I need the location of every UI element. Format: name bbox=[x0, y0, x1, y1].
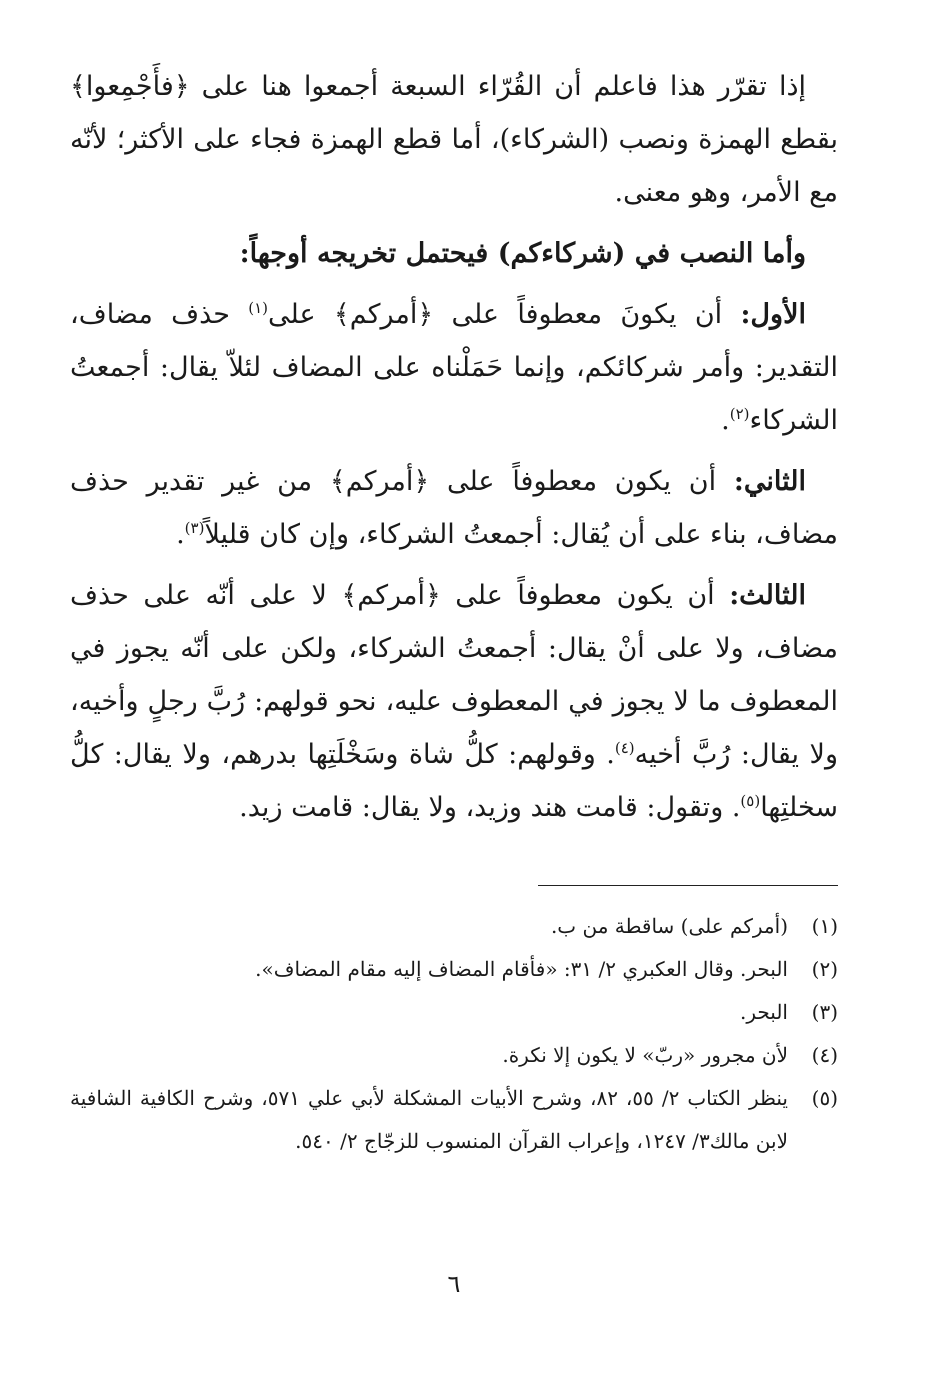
footnote-item bbox=[70, 1034, 838, 1077]
footnote-item bbox=[70, 1077, 838, 1163]
footnote-ref-3: (٣) bbox=[184, 519, 205, 537]
footnote-text: لأن مجرور «ربّ» لا يكون إلا نكرة. bbox=[502, 1043, 788, 1067]
footnote-text: ينظر الكتاب ٢/ ٥٥، ٨٢، وشرح الأبيات المشكلة لأبي علي ٥٧١، وشرح الكافية الشافية لابن مالك٣/ ١٢٤٧، وإعراب القرآن المنسوب للزجّاج ٢/ ٥٤٠. bbox=[70, 1086, 788, 1153]
second-text-b: . bbox=[176, 519, 185, 550]
first-text-c: . bbox=[721, 405, 730, 436]
footnote-item bbox=[70, 991, 838, 1034]
lead-third: الثالث: bbox=[729, 580, 806, 611]
footnote-number: (١) bbox=[811, 914, 838, 938]
footnote-text: البحر. وقال العكبري ٢/ ٣١: «فأقام المضاف إليه مقام المضاف». bbox=[255, 957, 788, 981]
footnote-text: (أمركم على) ساقطة من ب. bbox=[550, 914, 788, 938]
lead-first: الأول: bbox=[740, 299, 806, 330]
paragraph-second-aspect bbox=[70, 455, 838, 561]
footnote-number: (٥) bbox=[811, 1086, 838, 1110]
footnote-separator bbox=[538, 885, 838, 886]
footnote-ref-2: (٢) bbox=[729, 405, 750, 423]
footnote-number: (٢) bbox=[811, 957, 838, 981]
page-number: ٦ bbox=[447, 1270, 461, 1298]
footnote-number: (٣) bbox=[811, 1000, 838, 1024]
paragraph-third-aspect bbox=[70, 569, 838, 834]
first-text-a: أن يكونَ معطوفاً على ﴿أمركم﴾ على bbox=[268, 299, 741, 330]
second-text-a: أن يكون معطوفاً على ﴿أمركم﴾ من غير تقدير حذف مضاف، بناء على أن يُقال: أجمعتُ الشركاء، وإن كان قليلاً bbox=[70, 466, 838, 550]
main-text bbox=[70, 60, 838, 834]
footnote-number: (٤) bbox=[811, 1043, 838, 1067]
book-page bbox=[70, 60, 838, 1340]
footnote-text: البحر. bbox=[740, 1000, 788, 1024]
footnote-ref-1: (١) bbox=[248, 299, 269, 317]
footnotes bbox=[70, 905, 838, 1163]
lead-second: الثاني: bbox=[733, 466, 806, 497]
footnote-ref-5: (٥) bbox=[740, 792, 761, 810]
paragraph-first-aspect bbox=[70, 288, 838, 447]
third-text-b: . وقولهم: كلُّ شاة وسَخْلَتِها بدرهم، ولا يقال: كلُّ سخلتِها bbox=[70, 739, 838, 823]
footnote-item bbox=[70, 905, 838, 948]
paragraph-heading-nasb: وأما النصب في (شركاءكم) فيحتمل تخريجه أوجهاً: bbox=[239, 238, 806, 269]
first-text-b: حذف مضاف، التقدير: وأمر شركائكم، وإنما حَمَلْناه على المضاف لئلاّ يقال: أجمعتُ الشركاء bbox=[70, 299, 838, 436]
third-text-c: . وتقول: قامت هند وزيد، ولا يقال: قامت زيد. bbox=[239, 792, 741, 823]
footnote-item bbox=[70, 948, 838, 991]
third-text-a: أن يكون معطوفاً على ﴿أمركم﴾ لا على أنّه على حذف مضاف، ولا على أنْ يقال: أجمعتُ الشركاء، ولكن على أنّه يجوز في المعطوف ما لا يجوز في المعطوف عليه، نحو قولهم: رُبَّ رجلٍ وأخيه، ولا يقال: رُبَّ أخيه bbox=[70, 580, 838, 770]
paragraph-intro: إذا تقرّر هذا فاعلم أن القُرّاء السبعة أجمعوا هنا على ﴿فأَجْمِعوا﴾ بقطع الهمزة ونصب (الشركاء)، أما قطع الهمزة فجاء على الأكثر؛ لأنّه مع الأمر، وهو معنى. bbox=[70, 71, 838, 208]
footnote-ref-4: (٤) bbox=[614, 739, 635, 757]
